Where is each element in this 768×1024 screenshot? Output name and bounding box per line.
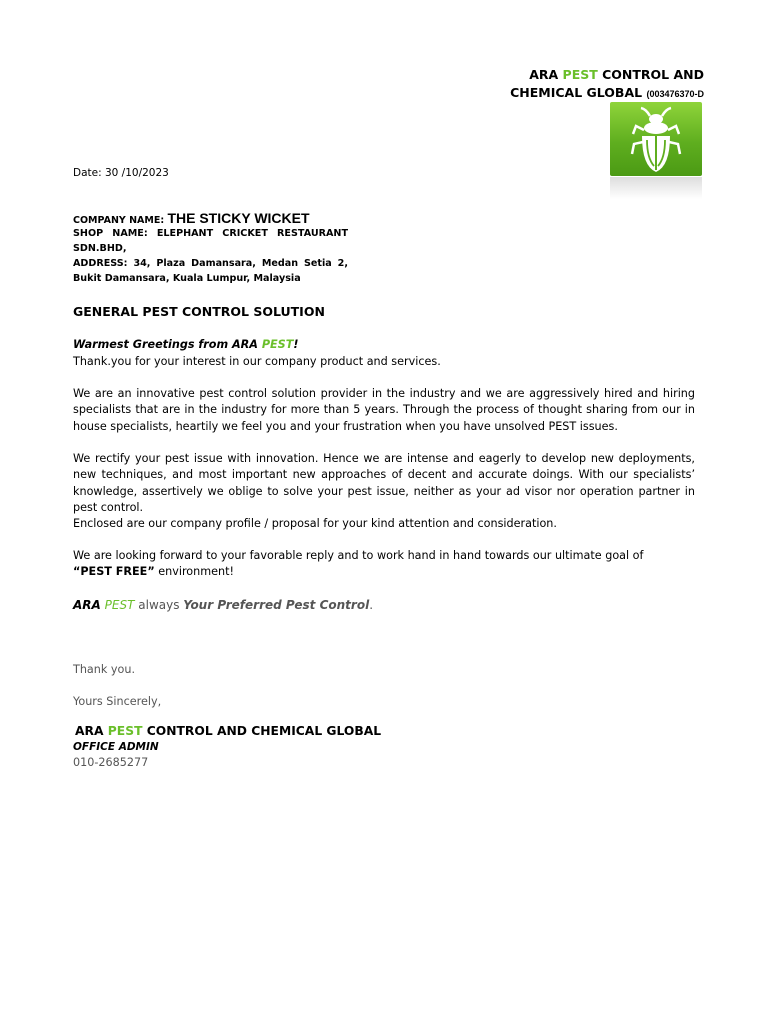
brand-suffix: CONTROL AND (602, 67, 704, 82)
paragraph-innovation-text: We rectify your pest issue with innovation. Hence we are intense and eagerly to develop new deployments, new techniques, and most important new approaches of decent and accurate doings. With our specialists’ knowledge, assertively we oblige to solve your pest issue, neither as your ad visor nor operation partner in pest control. (73, 452, 695, 514)
logo-reflection (610, 177, 702, 199)
greeting-prefix: Warmest Greetings from ARA (73, 338, 258, 351)
yours-sincerely: Yours Sincerely, (73, 695, 162, 708)
thank-you: Thank you. (73, 663, 136, 676)
signature-suffix: CONTROL AND CHEMICAL GLOBAL (146, 724, 382, 738)
signature-phone: 010-2685277 (73, 756, 149, 769)
slogan-ara: ARA (73, 598, 101, 612)
recipient-address (73, 226, 348, 286)
address-line: ADDRESS: 34, Plaza Damansara, Medan Setia 2, (73, 258, 348, 269)
greeting (73, 337, 695, 353)
company-label: COMPANY NAME: (73, 215, 165, 226)
signature-highlight: PEST (107, 724, 143, 738)
greeting-highlight: PEST (261, 338, 294, 351)
letterhead-company-line1 (529, 67, 704, 82)
letterhead-company-line2 (510, 85, 704, 100)
paragraph-intro: We are an innovative pest control solution provider in the industry and we are aggressively hired and hiring specialists that are in the industry for more than 5 years. Through the process of thought sharing from our in house specialists, heartily we feel you and your frustration when you have unsolved PEST issues. (73, 387, 695, 433)
slogan-pest: PEST (104, 598, 135, 612)
address-line: SHOP NAME: ELEPHANT CRICKET RESTAURANT (73, 228, 348, 239)
signature-company (75, 724, 381, 738)
slogan (73, 597, 695, 613)
slogan-always: always (138, 598, 180, 612)
pest-free-line (73, 564, 695, 580)
registration-number: (003476370-D (646, 89, 704, 99)
recipient-company (73, 210, 310, 226)
environment-text: environment! (154, 565, 234, 579)
paragraph-closing-text: We are looking forward to your favorable reply and to work hand in hand towards our ultimate goal of (73, 549, 644, 562)
beetle-icon (628, 106, 684, 172)
slogan-end: . (369, 598, 374, 612)
pest-free-emphasis: “PEST FREE” (73, 565, 155, 579)
paragraph-enclosed: Enclosed are our company profile / proposal for your kind attention and consideration. (73, 517, 557, 531)
signature-role: OFFICE ADMIN (73, 741, 159, 753)
address-line: Bukit Damansara, Kuala Lumpur, Malaysia (73, 273, 301, 284)
company-logo (610, 102, 702, 176)
paragraph-closing (73, 548, 695, 581)
paragraph-thanks: Thank.you for your interest in our company product and services. (73, 355, 441, 368)
address-line: SDN.BHD, (73, 243, 127, 254)
brand-line2: CHEMICAL GLOBAL (510, 85, 643, 100)
letter-date: Date: 30 /10/2023 (73, 167, 169, 179)
brand-highlight: PEST (562, 67, 598, 82)
slogan-tagline: Your Preferred Pest Control (183, 598, 370, 612)
greeting-suffix: ! (293, 338, 299, 351)
brand-prefix: ARA (529, 67, 559, 82)
letter-title: GENERAL PEST CONTROL SOLUTION (73, 304, 325, 319)
paragraph-innovation (73, 451, 695, 532)
signature-prefix: ARA (75, 724, 104, 738)
company-name: THE STICKY WICKET (167, 210, 310, 226)
